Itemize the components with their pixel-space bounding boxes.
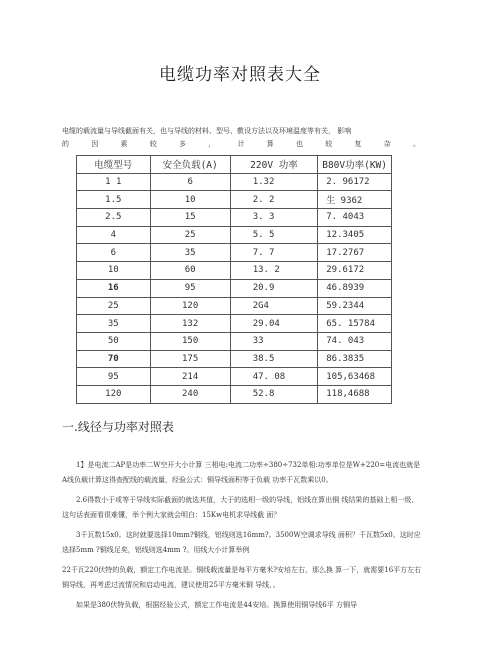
- table-row: [77, 297, 392, 315]
- intro-char: 素: [120, 140, 128, 148]
- table-row: [77, 244, 392, 262]
- cell-380v-power: 118,4688: [318, 385, 392, 403]
- cell-safe-load: 25: [150, 226, 230, 244]
- intro-char: 多: [179, 140, 186, 148]
- table-row: [77, 332, 392, 350]
- table-row: [77, 262, 392, 280]
- intro-char: 较: [149, 140, 157, 148]
- table-row: [77, 385, 392, 403]
- cell-220v-power: 1.32: [230, 173, 318, 191]
- body-paragraph: 2.6得数小于或等于导线实际截面的就选其值，大于的选相一级的导线，铝线在算出铜 线结果的基础上相一级．这句话表面看很难懂，举个例大家就会明白：15Kw电机求导线截 面？: [62, 496, 419, 519]
- cell-safe-load: 60: [150, 262, 230, 280]
- table-row: [77, 226, 392, 244]
- cell-safe-load: 35: [150, 244, 230, 262]
- cell-cable-model: 25: [77, 297, 151, 315]
- table-row: [77, 350, 392, 368]
- cell-220v-power: 29.04: [230, 315, 318, 333]
- cell-safe-load: 120: [150, 297, 230, 315]
- cell-380v-power: 2. 96172: [318, 173, 392, 191]
- cell-cable-model: 120: [77, 385, 151, 403]
- table-row: [77, 173, 392, 191]
- cell-220v-power: 38.5: [230, 350, 318, 368]
- cell-safe-load: 175: [150, 350, 230, 368]
- cell-220v-power: 5. 5: [230, 226, 318, 244]
- cell-220v-power: 52.8: [230, 385, 318, 403]
- cell-380v-power: 生 9362: [318, 191, 392, 209]
- intro-char: 杂: [383, 140, 391, 148]
- header-380v-power: B80V功率(KW): [318, 156, 392, 174]
- cell-220v-power: 2G4: [230, 297, 318, 315]
- cell-380v-power: 12.3405: [318, 226, 392, 244]
- body-paragraph: 22千瓦220伏特的负载，额定工作电流是。铜线载流量是每平方毫米?安培左右，那么换 算一下，就需要16平方左右铜导线，再考虑过流情况和启动电流，建议使用25平方毫米铜 导线，。: [62, 566, 422, 589]
- cell-cable-model: 6: [77, 244, 151, 262]
- cell-220v-power: 7. 7: [230, 244, 318, 262]
- cell-380v-power: 74. 043: [318, 332, 392, 350]
- cell-cable-model: 10: [77, 262, 151, 280]
- cell-cable-model: 16: [77, 279, 151, 297]
- table-body: [77, 173, 392, 403]
- intro-paragraph: [62, 125, 420, 151]
- intro-char: 。: [413, 140, 420, 148]
- cell-220v-power: 2. 2: [230, 191, 318, 209]
- cell-safe-load: 95: [150, 279, 230, 297]
- cell-safe-load: 6: [150, 173, 230, 191]
- header-cable-model: 电缆型号: [77, 156, 151, 174]
- intro-line-2: [62, 138, 420, 151]
- body-paragraph: 如果是380伏特负载，根据经验公式，额定工作电流是44安培。换算使用铜导线6平 方铜导: [76, 601, 357, 609]
- body-paragraph: 3千瓦数15x0。这时就要选择10mm?铜线，铝线则选16mm?。3500W空调求导线 面积？千瓦数5x0。这时应选择5mm ?铜线足矣，铝线则选4mm ?。用线大小计算举例: [62, 531, 421, 554]
- cell-safe-load: 150: [150, 332, 230, 350]
- cell-380v-power: 59.2344: [318, 297, 392, 315]
- intro-char: 的: [62, 140, 69, 148]
- cell-cable-model: 35: [77, 315, 151, 333]
- section-title: 一.线径与功率对照表: [62, 420, 174, 434]
- body-text: [62, 458, 422, 613]
- cell-380v-power: 65. 15784: [318, 315, 392, 333]
- cell-safe-load: 214: [150, 368, 230, 386]
- cell-220v-power: 33: [230, 332, 318, 350]
- cell-380v-power: 86.3835: [318, 350, 392, 368]
- header-220v-power: 220V 功率: [230, 156, 318, 174]
- intro-line-1: 电缆的载流量与导线截面有关，也与导线的材料、型号、敷设方法以及环境温度等有关， 影响: [62, 127, 352, 135]
- cell-220v-power: 20.9: [230, 279, 318, 297]
- intro-char: 计: [237, 140, 245, 148]
- cable-power-table: [76, 155, 392, 404]
- cell-380v-power: 7. 4043: [318, 209, 392, 227]
- cell-220v-power: 13. 2: [230, 262, 318, 280]
- intro-char: 较: [325, 140, 333, 148]
- table-row: [77, 209, 392, 227]
- intro-char: 复: [354, 140, 362, 148]
- cell-safe-load: 10: [150, 191, 230, 209]
- intro-char: 也: [296, 140, 303, 148]
- cell-220v-power: 47. 08: [230, 368, 318, 386]
- table-row: [77, 279, 392, 297]
- cell-220v-power: 3. 3: [230, 209, 318, 227]
- cell-380v-power: 29.6172: [318, 262, 392, 280]
- table-row: [77, 368, 392, 386]
- cell-safe-load: 132: [150, 315, 230, 333]
- table-header-row: [77, 156, 392, 174]
- cell-safe-load: 240: [150, 385, 230, 403]
- intro-char: ，: [208, 140, 216, 148]
- header-safe-load: 安全负载(A): [150, 156, 230, 174]
- cell-380v-power: 17.2767: [318, 244, 392, 262]
- table-row: [77, 191, 392, 209]
- cell-cable-model: 1 1: [77, 173, 151, 191]
- intro-char: 算: [266, 140, 274, 148]
- cell-cable-model: 4: [77, 226, 151, 244]
- cell-cable-model: 50: [77, 332, 151, 350]
- table-row: [77, 315, 392, 333]
- cell-cable-model: 70: [77, 350, 151, 368]
- intro-char: 因: [91, 140, 99, 148]
- cell-cable-model: 95: [77, 368, 151, 386]
- cell-380v-power: 105,63468: [318, 368, 392, 386]
- cell-safe-load: 15: [150, 209, 230, 227]
- cell-cable-model: 2.5: [77, 209, 151, 227]
- document-title: 电缆功率对照表大全: [159, 65, 321, 85]
- body-paragraph: 1】是电流二AP是功率二W空开大小计算 三相电:电流二功率÷380÷732单相:功率单位是W+220=电流也就是A线负载计算这得查配线的载流量，经验公式：铜导线面积等于负载 功率千瓦数乘以0。: [62, 461, 421, 484]
- cell-cable-model: 1.5: [77, 191, 151, 209]
- cell-380v-power: 46.8939: [318, 279, 392, 297]
